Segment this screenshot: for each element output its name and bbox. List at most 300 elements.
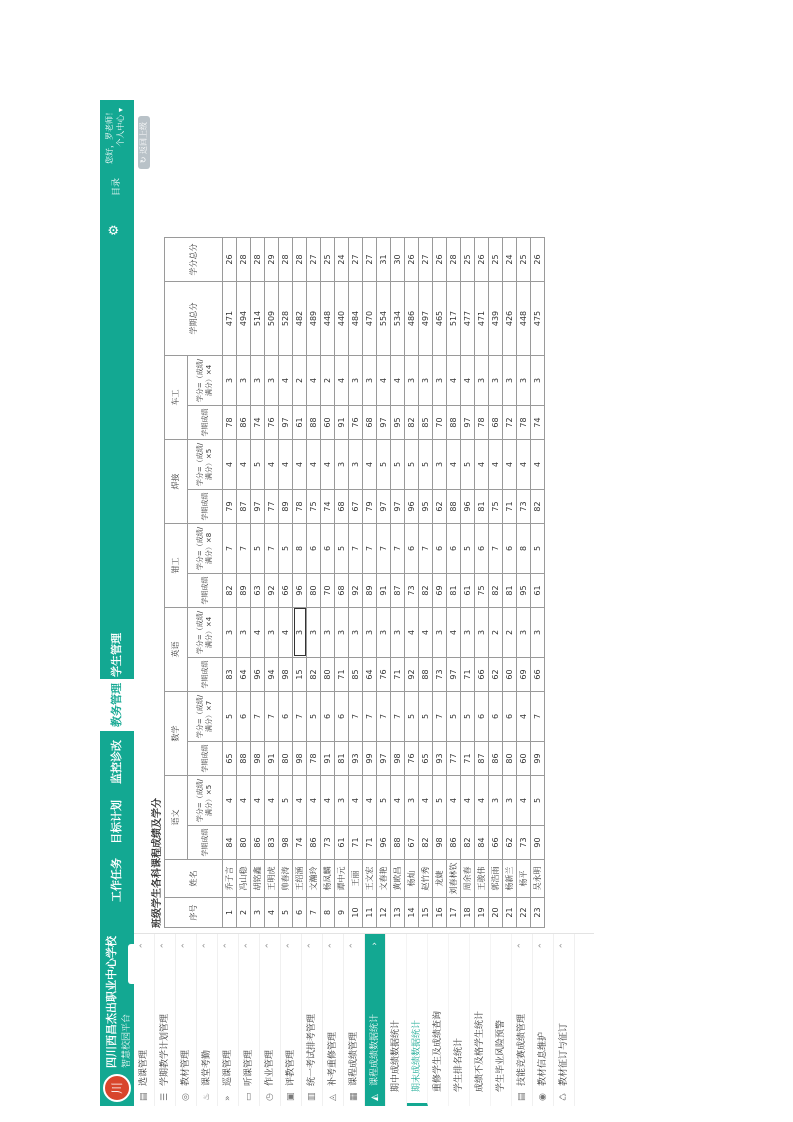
table-cell: 91 [321, 742, 335, 776]
table-cell: 3 [265, 356, 279, 406]
chevron-icon: ⌃ [160, 942, 170, 950]
table-cell: 87 [391, 574, 405, 608]
table-cell: 吴永明 [531, 860, 545, 898]
table-cell: 3 [349, 608, 363, 658]
sidebar-item-1[interactable] [155, 934, 176, 1106]
table-cell: 64 [363, 658, 377, 692]
header-total-credit: 学分总分 [165, 238, 223, 282]
table-cell: 7 [433, 692, 447, 742]
table-cell: 90 [531, 826, 545, 860]
table-row [223, 238, 237, 928]
table-cell: 4 [517, 692, 531, 742]
table-cell: 3 [531, 608, 545, 658]
sidebar-item-2[interactable] [176, 934, 197, 1106]
table-cell: 胡铭鑫 [251, 860, 265, 898]
chevron-icon: ⌃ [538, 942, 548, 950]
chevron-icon: ⌃ [223, 942, 233, 950]
sidebar-item-label: 作业管理 [265, 1049, 275, 1086]
table-cell: 82 [461, 826, 475, 860]
table-cell: 73 [321, 826, 335, 860]
table-cell: 89 [363, 574, 377, 608]
header-credit: 学分=（成绩/满分）×4 [188, 356, 223, 406]
table-cell: 4 [489, 440, 503, 490]
table-cell: 65 [419, 742, 433, 776]
table-cell: 7 [363, 692, 377, 742]
table-cell: 25 [321, 238, 335, 282]
table-cell: 杨凤麟 [321, 860, 335, 898]
table-cell: 4 [237, 776, 251, 826]
sidebar-subitem-5[interactable]: 学生毕业风险预警 [491, 934, 512, 1106]
school-name: 四川西昌杰出职业中心学校 [105, 936, 118, 1068]
table-cell: 86 [447, 826, 461, 860]
header-score: 学期成绩 [188, 574, 223, 608]
table-cell: 4 [223, 440, 237, 490]
table-row [447, 238, 461, 928]
table-cell: 75 [489, 490, 503, 524]
table-cell: 7 [251, 692, 265, 742]
table-cell: 28 [237, 238, 251, 282]
table-cell: 465 [433, 282, 447, 356]
table-cell: 3 [237, 356, 251, 406]
table-cell: 471 [475, 282, 489, 356]
grades-table [164, 237, 545, 928]
stats-icon: ◭ [370, 1094, 380, 1101]
table-cell: 98 [279, 658, 293, 692]
table-cell: 85 [349, 658, 363, 692]
header-subject-0: 语文 [165, 776, 188, 860]
header-credit: 学分=（成绩/满分）×5 [188, 440, 223, 490]
table-cell: 97 [447, 658, 461, 692]
nav-work-tasks[interactable]: 工作任务 [110, 858, 123, 902]
table-cell: 81 [503, 574, 517, 608]
sidebar-item-5[interactable] [239, 934, 260, 1106]
table-cell: 3 [223, 608, 237, 658]
table-cell: 70 [321, 574, 335, 608]
table-cell: 68 [335, 490, 349, 524]
table-cell: 27 [349, 238, 363, 282]
table-cell: 18 [461, 898, 475, 928]
table-cell: 66 [279, 574, 293, 608]
table-cell: 509 [265, 282, 279, 356]
table-cell: 4 [419, 776, 433, 826]
table-cell: 5 [377, 776, 391, 826]
table-cell: 78 [517, 406, 531, 440]
score-icon: ▦ [349, 1092, 359, 1101]
table-cell: 4 [251, 608, 265, 658]
table-cell: 80 [237, 826, 251, 860]
sidebar-item-label: 教材信息维护 [538, 1031, 548, 1086]
sidebar-bottom-item-1[interactable] [533, 934, 554, 1106]
table-cell: 96 [461, 490, 475, 524]
table-cell: 534 [391, 282, 405, 356]
table-cell: 5 [251, 524, 265, 574]
table-cell: 63 [251, 574, 265, 608]
table-row [377, 238, 391, 928]
table-cell: 8 [293, 524, 307, 574]
table-cell: 91 [377, 574, 391, 608]
table-cell: 68 [363, 406, 377, 440]
table-cell: 62 [433, 490, 447, 524]
table-cell: 96 [377, 826, 391, 860]
table-cell: 61 [461, 574, 475, 608]
user-greeting[interactable] [104, 108, 126, 164]
table-cell: 6 [335, 692, 349, 742]
table-cell: 76 [377, 658, 391, 692]
table-cell: 6 [503, 524, 517, 574]
sidebar-subitem-4[interactable]: 成绩不及格学生统计 [470, 934, 491, 1106]
table-cell: 60 [321, 406, 335, 440]
sidebar-item-label: 技能竞赛成绩管理 [517, 1013, 527, 1086]
table-cell: 25 [461, 238, 475, 282]
sidebar-item-11[interactable] [365, 934, 386, 1106]
table-cell: 471 [223, 282, 237, 356]
table-cell: 76 [265, 406, 279, 440]
sidebar-bottom-item-0[interactable] [512, 934, 533, 1106]
lesson-icon: ♨ [202, 1092, 212, 1101]
table-cell: 赵竹秀 [419, 860, 433, 898]
table-cell: 71 [461, 742, 475, 776]
nav-monitoring[interactable]: 监控诊改 [110, 740, 123, 784]
table-cell: 周余春 [461, 860, 475, 898]
table-cell: 87 [237, 490, 251, 524]
table-cell: 3 [503, 776, 517, 826]
top-bar [100, 100, 134, 1106]
table-cell: 82 [223, 574, 237, 608]
table-row [405, 238, 419, 928]
table-cell: 78 [293, 490, 307, 524]
directory-icon[interactable]: 目录 [112, 177, 122, 196]
sidebar-item-label: 听课管理 [244, 1049, 254, 1086]
table-cell: 440 [335, 282, 349, 356]
table-cell: 98 [251, 742, 265, 776]
table-cell: 4 [307, 356, 321, 406]
table-cell: 97 [461, 406, 475, 440]
table-cell: 15 [419, 898, 433, 928]
table-cell: 78 [307, 742, 321, 776]
table-cell: 5 [335, 524, 349, 574]
table-cell: 6 [279, 692, 293, 742]
table-cell: 4 [237, 440, 251, 490]
table-cell: 7 [363, 524, 377, 574]
user-center-link[interactable]: 个人中心 ▾ [116, 108, 125, 147]
header-credit: 学分=（成绩/满分）×8 [188, 524, 223, 574]
table-cell: 66 [531, 658, 545, 692]
table-cell: 4 [279, 608, 293, 658]
sidebar-item-7[interactable] [281, 934, 302, 1106]
table-row [363, 238, 377, 928]
evaluate-icon: ▣ [286, 1092, 296, 1101]
table-cell: 26 [405, 238, 419, 282]
table-cell: 79 [363, 490, 377, 524]
table-cell: 4 [503, 440, 517, 490]
sidebar-item-label: 教材征订与征订 [559, 1022, 569, 1086]
table-cell: 95 [517, 574, 531, 608]
listen-icon: ▭ [244, 1092, 254, 1101]
table-cell: 5 [531, 776, 545, 826]
table-cell: 郭浩雨 [489, 860, 503, 898]
table-cell: 84 [223, 826, 237, 860]
table-row [461, 238, 475, 928]
table-cell: 73 [433, 658, 447, 692]
chevron-icon: ⌃ [307, 942, 317, 950]
table-cell: 3 [349, 356, 363, 406]
table-cell: 26 [433, 238, 447, 282]
sidebar-item-10[interactable] [344, 934, 365, 1106]
table-cell: 3 [377, 608, 391, 658]
table-cell: 4 [377, 356, 391, 406]
nav-student-management[interactable]: 学生管理 [110, 633, 123, 677]
sidebar-subitem-0[interactable]: 期中成绩数据统计 [386, 934, 407, 1106]
chevron-icon: ⌃ [559, 942, 569, 950]
table-cell: 3 [391, 608, 405, 658]
table-cell: 4 [349, 776, 363, 826]
table-cell: 4 [391, 356, 405, 406]
sidebar-item-label: 学期教学计划管理 [160, 1013, 170, 1086]
table-cell: 4 [447, 608, 461, 658]
table-cell: 66 [489, 826, 503, 860]
table-cell: 王明虎 [265, 860, 279, 898]
sidebar-item-8[interactable] [302, 934, 323, 1106]
sidebar-item-4[interactable] [218, 934, 239, 1106]
table-cell: 475 [531, 282, 545, 356]
table-cell: 74 [321, 490, 335, 524]
table-row [349, 238, 363, 928]
table-cell: 6 [475, 692, 489, 742]
table-cell: 88 [307, 406, 321, 440]
sidebar-subitem-1[interactable]: 期末成绩数据统计 [407, 934, 428, 1106]
table-cell: 5 [279, 898, 293, 928]
sidebar-item-6[interactable] [260, 934, 281, 1106]
sidebar-item-label: 课程成绩管理 [349, 1031, 359, 1086]
app-window [100, 100, 594, 1106]
table-cell: 482 [293, 282, 307, 356]
table-cell: 497 [419, 282, 433, 356]
table-cell: 3 [265, 608, 279, 658]
table-cell: 77 [265, 490, 279, 524]
header-subject-5: 车工 [165, 356, 188, 440]
table-cell: 92 [349, 574, 363, 608]
table-cell: 72 [503, 406, 517, 440]
makeup-icon: ◬ [328, 1094, 338, 1101]
chevron-icon: ⌃ [349, 942, 359, 950]
table-cell: 68 [489, 406, 503, 440]
table-cell: 82 [307, 658, 321, 692]
table-cell: 81 [447, 574, 461, 608]
table-cell: 82 [419, 826, 433, 860]
table-cell: 71 [363, 826, 377, 860]
table-cell: 7 [419, 524, 433, 574]
table-cell: 7 [237, 524, 251, 574]
table-row [321, 238, 335, 928]
table-cell: 王丽 [349, 860, 363, 898]
sidebar-subitem-3[interactable]: 学生排名统计 [449, 934, 470, 1106]
table-cell: 谭中元 [335, 860, 349, 898]
table-cell: 6 [433, 524, 447, 574]
table-cell: 27 [419, 238, 433, 282]
textbook-icon: ◎ [181, 1093, 191, 1101]
table-cell: 69 [433, 574, 447, 608]
table-cell: 448 [321, 282, 335, 356]
table-cell: 477 [461, 282, 475, 356]
table-cell: 89 [237, 574, 251, 608]
table-cell: 98 [293, 742, 307, 776]
table-cell: 82 [531, 490, 545, 524]
table-row [307, 238, 321, 928]
sidebar-item-9[interactable] [323, 934, 344, 1106]
table-cell: 98 [433, 826, 447, 860]
table-cell: 刘春林钦 [447, 860, 461, 898]
table-cell: 3 [293, 608, 307, 658]
table-cell: 96 [293, 574, 307, 608]
table-cell: 91 [335, 406, 349, 440]
table-cell: 27 [307, 238, 321, 282]
table-cell: 3 [335, 776, 349, 826]
table-cell: 4 [517, 776, 531, 826]
table-row [517, 238, 531, 928]
table-cell: 3 [433, 440, 447, 490]
sidebar-subitem-2[interactable]: 重修学生及成绩查询 [428, 934, 449, 1106]
header-score: 学期成绩 [188, 742, 223, 776]
table-cell: 5 [405, 440, 419, 490]
table-cell: 5 [419, 440, 433, 490]
table-cell: 71 [503, 490, 517, 524]
nav-goal-plan[interactable]: 目标计划 [110, 800, 123, 844]
table-cell: 4 [293, 440, 307, 490]
table-cell: 乔子言 [223, 860, 237, 898]
school-logo: 川 [103, 1074, 131, 1102]
table-cell: 龙婕 [433, 860, 447, 898]
table-cell: 489 [307, 282, 321, 356]
table-cell: 25 [489, 238, 503, 282]
table-row [433, 238, 447, 928]
table-cell: 554 [377, 282, 391, 356]
table-cell: 12 [377, 898, 391, 928]
table-cell: 88 [237, 742, 251, 776]
table-cell: 61 [531, 574, 545, 608]
table-cell: 4 [447, 776, 461, 826]
table-cell: 2 [237, 898, 251, 928]
table-cell: 68 [335, 574, 349, 608]
table-cell: 6 [321, 692, 335, 742]
greeting-text: 您好，罗老师！ [105, 108, 114, 164]
table-cell: 7 [349, 524, 363, 574]
table-cell: 3 [363, 608, 377, 658]
sidebar-item-3[interactable] [197, 934, 218, 1106]
table-cell: 62 [503, 826, 517, 860]
table-cell: 88 [447, 406, 461, 440]
order-icon: ♺ [559, 1092, 569, 1101]
table-cell: 4 [279, 440, 293, 490]
table-cell: 4 [475, 776, 489, 826]
table-row [475, 238, 489, 928]
table-cell: 5 [531, 524, 545, 574]
table-cell: 27 [363, 238, 377, 282]
table-cell: 帅春涛 [279, 860, 293, 898]
table-cell: 4 [265, 898, 279, 928]
table-cell: 70 [433, 406, 447, 440]
table-cell: 28 [447, 238, 461, 282]
header-subject-1: 数学 [165, 692, 188, 776]
table-cell: 71 [461, 658, 475, 692]
table-cell: 4 [321, 776, 335, 826]
table-cell: 83 [223, 658, 237, 692]
chevron-icon: ⌃ [328, 942, 338, 950]
header-score: 学期成绩 [188, 658, 223, 692]
back-button[interactable]: ↻ 返回上级 [138, 116, 150, 169]
table-cell: 92 [405, 658, 419, 692]
table-row [335, 238, 349, 928]
table-cell: 99 [531, 742, 545, 776]
table-cell: 74 [531, 406, 545, 440]
sidebar-bottom-item-2[interactable] [554, 934, 575, 1106]
header-credit: 学分=（成绩/满分）×4 [188, 608, 223, 658]
table-cell: 31 [377, 238, 391, 282]
table-cell: 6 [237, 692, 251, 742]
chevron-icon: ⌃ [202, 942, 212, 950]
sidebar-item-0[interactable] [134, 934, 155, 1106]
table-cell: 10 [349, 898, 363, 928]
table-row [391, 238, 405, 928]
table-cell: 3 [475, 608, 489, 658]
table-cell: 4 [363, 440, 377, 490]
table-cell: 73 [517, 826, 531, 860]
table-cell: 22 [517, 898, 531, 928]
settings-icon[interactable]: ⚙ [107, 224, 122, 236]
table-cell: 王文宏 [363, 860, 377, 898]
folder-icon: ▤ [139, 1092, 149, 1101]
table-cell: 3 [251, 898, 265, 928]
table-cell: 杨灿 [405, 860, 419, 898]
table-cell: 80 [307, 574, 321, 608]
table-cell: 7 [265, 524, 279, 574]
table-cell: 杨新兰 [503, 860, 517, 898]
nav-academic-affairs[interactable]: 教务管理 [100, 679, 134, 731]
table-cell: 87 [475, 742, 489, 776]
page-title: 班级学生各科课程成绩及学分 [152, 798, 163, 928]
header-score: 学期成绩 [188, 826, 223, 860]
table-cell: 7 [265, 692, 279, 742]
sidebar-item-label: 统一考试排考管理 [307, 1013, 317, 1086]
table-cell: 5 [377, 440, 391, 490]
table-cell: 89 [279, 490, 293, 524]
table-cell: 426 [503, 282, 517, 356]
table-cell: 5 [391, 440, 405, 490]
table-cell: 4 [265, 776, 279, 826]
table-cell: 528 [279, 282, 293, 356]
table-row [265, 238, 279, 928]
table-cell: 97 [279, 406, 293, 440]
table-cell: 4 [307, 776, 321, 826]
table-cell: 88 [391, 826, 405, 860]
table-cell: 5 [461, 524, 475, 574]
table-cell: 文春艳 [377, 860, 391, 898]
table-cell: 80 [321, 658, 335, 692]
table-cell: 82 [419, 574, 433, 608]
table-cell: 王骏伟 [475, 860, 489, 898]
table-cell: 7 [531, 692, 545, 742]
chevron-icon: ⌃ [181, 942, 191, 950]
table-cell: 79 [223, 490, 237, 524]
table-cell: 75 [307, 490, 321, 524]
table-cell: 73 [405, 574, 419, 608]
table-cell: 97 [377, 406, 391, 440]
table-cell: 26 [475, 238, 489, 282]
table-cell: 24 [503, 238, 517, 282]
table-cell: 84 [475, 826, 489, 860]
table-cell: 98 [279, 826, 293, 860]
table-cell: 95 [391, 406, 405, 440]
table-cell: 17 [447, 898, 461, 928]
